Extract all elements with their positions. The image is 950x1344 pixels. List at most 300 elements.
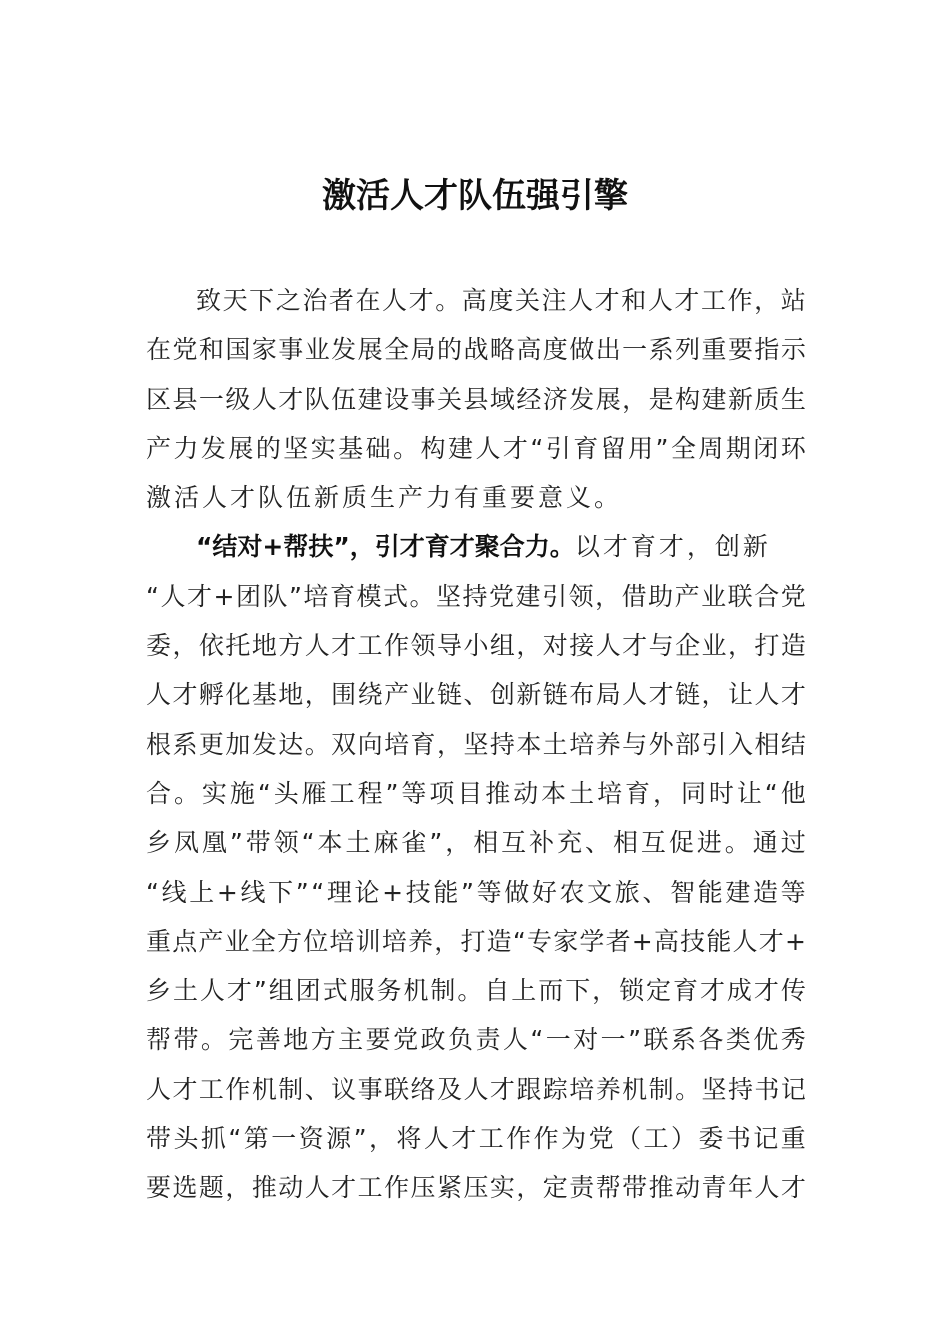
glyph: 制	[648, 1074, 674, 1104]
paragraph-2-line	[146, 1065, 806, 1114]
glyph: 坚	[701, 1074, 727, 1104]
glyph: 业	[410, 680, 436, 710]
glyph: 委	[698, 1124, 724, 1154]
glyph: “	[764, 778, 778, 808]
glyph: ，	[652, 778, 678, 808]
paragraph-1-line	[146, 325, 806, 374]
glyph: 借	[621, 581, 647, 611]
glyph: 全	[250, 926, 276, 956]
glyph: 地	[283, 1025, 309, 1055]
glyph: 一	[198, 384, 224, 414]
glyph: 产	[384, 680, 410, 710]
line-text: 激活人才队伍新质生产力有重要意义。	[146, 483, 623, 513]
glyph: 等	[401, 778, 427, 808]
glyph: 青	[701, 1173, 727, 1203]
glyph: 政	[420, 1025, 446, 1055]
glyph: 发	[200, 433, 226, 463]
glyph: 、	[642, 877, 668, 907]
glyph: 土	[542, 729, 568, 759]
glyph: 选	[172, 1173, 198, 1203]
glyph: 站	[780, 286, 806, 315]
glyph: 补	[529, 828, 555, 858]
glyph: 帮	[146, 1025, 172, 1055]
glyph: 致	[196, 286, 222, 315]
glyph: 养	[595, 729, 621, 759]
paragraph-2-line	[146, 572, 806, 621]
glyph: 合	[146, 778, 172, 808]
glyph: 压	[463, 1173, 489, 1203]
glyph: 作	[384, 1173, 410, 1203]
glyph: 服	[349, 976, 375, 1006]
glyph: 发	[569, 384, 595, 414]
glyph: 工	[329, 778, 355, 808]
glyph: 业	[224, 926, 250, 956]
glyph: 加	[225, 729, 251, 759]
glyph: 实	[201, 778, 227, 808]
glyph: 和	[198, 335, 224, 365]
glyph: 家	[251, 335, 277, 365]
glyph: 外	[648, 729, 674, 759]
glyph: 关	[514, 286, 540, 315]
glyph: “	[530, 433, 544, 463]
glyph: 时	[708, 778, 734, 808]
glyph: 、	[585, 828, 611, 858]
glyph: 农	[559, 877, 585, 907]
glyph: 级	[225, 384, 251, 414]
glyph: 工	[700, 286, 726, 315]
glyph: 务	[376, 976, 402, 1006]
glyph: ”	[288, 581, 302, 611]
glyph: 互	[640, 828, 666, 858]
glyph: 培	[569, 729, 595, 759]
line-text	[146, 769, 806, 818]
glyph: 工	[357, 631, 383, 661]
glyph: 链	[675, 680, 701, 710]
glyph: 基	[251, 680, 277, 710]
glyph: 系	[648, 335, 674, 365]
glyph: 之	[275, 286, 301, 315]
paragraph-1-line	[146, 424, 806, 473]
paragraph-2-line	[146, 670, 806, 719]
glyph: 治	[302, 286, 328, 315]
glyph: 人	[463, 1074, 489, 1104]
glyph: 发	[331, 335, 357, 365]
glyph: 地	[251, 631, 277, 661]
glyph: 人	[568, 286, 594, 315]
glyph: 联	[727, 581, 753, 611]
glyph: “	[146, 581, 159, 611]
glyph: 工	[357, 1173, 383, 1203]
glyph: 人	[754, 680, 780, 710]
glyph: 培	[329, 926, 355, 956]
glyph: 互	[501, 828, 527, 858]
glyph: 关	[436, 384, 462, 414]
glyph: 带	[146, 1124, 172, 1154]
glyph: 才	[753, 976, 779, 1006]
paragraph-2-line	[146, 966, 806, 1015]
glyph: 闭	[753, 433, 779, 463]
glyph: 人	[475, 433, 501, 463]
glyph: 下	[249, 286, 275, 315]
glyph: 等	[476, 877, 502, 907]
glyph: ，	[622, 384, 648, 414]
glyph: 坚	[463, 729, 489, 759]
glyph: 人	[622, 680, 648, 710]
glyph: （	[616, 1124, 642, 1154]
glyph: 培	[381, 926, 407, 956]
line-text	[146, 1015, 806, 1064]
glyph: 做	[569, 335, 595, 365]
glyph: 度	[488, 286, 514, 315]
glyph: 人	[502, 1025, 528, 1055]
glyph: ，	[754, 286, 780, 315]
glyph: 人	[732, 926, 758, 956]
glyph: 动	[675, 1173, 701, 1203]
glyph: 定	[646, 976, 672, 1006]
glyph: 产	[198, 926, 224, 956]
glyph: ，	[225, 1173, 251, 1203]
glyph: 将	[396, 1124, 422, 1154]
glyph: 新	[516, 680, 542, 710]
glyph: 家	[553, 926, 579, 956]
glyph: 才	[172, 1074, 198, 1104]
glyph: 设	[384, 384, 410, 414]
glyph: 促	[668, 828, 694, 858]
glyph: 通	[752, 828, 778, 858]
glyph: 文	[587, 877, 613, 907]
glyph: 业	[304, 335, 330, 365]
glyph: 展	[595, 384, 621, 414]
glyph: 战	[463, 335, 489, 365]
glyph: 人	[647, 286, 673, 315]
glyph: 上	[511, 976, 537, 1006]
glyph: 事	[278, 335, 304, 365]
glyph: ，	[434, 926, 460, 956]
glyph: 做	[504, 877, 530, 907]
glyph: 、	[304, 1074, 330, 1104]
glyph: 乡	[146, 828, 172, 858]
line-text	[146, 572, 806, 621]
glyph: +	[213, 581, 235, 611]
glyph: 式	[382, 581, 408, 611]
glyph: 。	[173, 778, 199, 808]
glyph: 机	[251, 1074, 277, 1104]
glyph: 链	[436, 680, 462, 710]
glyph: 能	[706, 926, 732, 956]
glyph: 人	[595, 631, 621, 661]
glyph: 及	[436, 1074, 462, 1104]
glyph: 围	[331, 680, 357, 710]
glyph: 帮	[595, 1173, 621, 1203]
glyph: 本	[516, 729, 542, 759]
glyph: 才	[331, 631, 357, 661]
glyph: 小	[463, 631, 489, 661]
glyph: 作	[225, 1074, 251, 1104]
glyph: 出	[595, 335, 621, 365]
glyph: ”	[429, 828, 443, 858]
glyph: ”	[628, 1025, 642, 1055]
glyph: 源	[326, 1124, 352, 1154]
glyph: 人	[160, 581, 186, 611]
glyph: 党	[172, 335, 198, 365]
glyph: 建	[701, 384, 727, 414]
glyph: 上	[189, 877, 215, 907]
glyph: 作	[727, 286, 753, 315]
glyph: +	[216, 877, 238, 907]
glyph: 育	[410, 729, 436, 759]
glyph: 头	[273, 778, 299, 808]
glyph: 基	[338, 433, 364, 463]
glyph: 完	[228, 1025, 254, 1055]
glyph: 一	[271, 1124, 297, 1154]
document-title: 激活人才队伍强引擎	[322, 176, 628, 216]
glyph: 土	[569, 778, 595, 808]
glyph: 列	[675, 335, 701, 365]
glyph: 在	[146, 335, 172, 365]
glyph: 他	[780, 778, 806, 808]
glyph: 第	[243, 1124, 269, 1154]
glyph: 本	[317, 828, 343, 858]
glyph: 业	[701, 581, 727, 611]
glyph: 制	[278, 1074, 304, 1104]
glyph: 。	[409, 581, 435, 611]
glyph: 相	[754, 729, 780, 759]
glyph: 智	[670, 877, 696, 907]
glyph: 要	[146, 1173, 172, 1203]
glyph: 全	[384, 335, 410, 365]
glyph: 环	[780, 433, 806, 463]
glyph: 导	[436, 631, 462, 661]
glyph: 等	[780, 877, 806, 907]
glyph: 工	[198, 1074, 224, 1104]
glyph: 能	[433, 877, 459, 907]
glyph: 理	[326, 877, 352, 907]
glyph: ，	[701, 680, 727, 710]
line-text	[146, 670, 806, 719]
glyph: 为	[561, 1124, 587, 1154]
glyph: 向	[357, 729, 383, 759]
glyph: 一	[545, 1025, 571, 1055]
glyph: 专	[526, 926, 552, 956]
glyph: 党	[489, 581, 515, 611]
glyph: 建	[447, 433, 473, 463]
glyph: ”	[385, 778, 399, 808]
glyph: 高	[653, 926, 679, 956]
glyph: 济	[542, 384, 568, 414]
glyph: 模	[356, 581, 382, 611]
paragraph-2-line	[146, 769, 806, 818]
glyph: ，	[445, 828, 471, 858]
glyph: 用	[628, 433, 654, 463]
glyph: 养	[408, 926, 434, 956]
glyph: 期	[725, 433, 751, 463]
glyph: 对	[573, 1025, 599, 1055]
glyph: 人	[304, 631, 330, 661]
glyph: 党	[393, 1025, 419, 1055]
glyph: 事	[357, 1074, 383, 1104]
line-text	[146, 375, 806, 424]
glyph: 议	[331, 1074, 357, 1104]
glyph: 结	[780, 729, 806, 759]
paragraph-2-line	[146, 917, 806, 966]
glyph: 造	[486, 926, 512, 956]
line-text	[196, 276, 806, 325]
glyph: 下	[565, 976, 591, 1006]
glyph: 位	[303, 926, 329, 956]
glyph: ”	[253, 976, 267, 1006]
glyph: 才	[451, 1124, 477, 1154]
paragraph-2-line	[146, 818, 806, 867]
glyph: 系	[172, 729, 198, 759]
glyph: 一	[600, 1025, 626, 1055]
glyph: 才	[699, 976, 725, 1006]
line-text: 以才育才，创新	[574, 532, 771, 562]
glyph: 才	[172, 680, 198, 710]
glyph: 培	[384, 729, 410, 759]
glyph: 发	[251, 729, 277, 759]
glyph: 产	[146, 433, 172, 463]
glyph: 头	[173, 1124, 199, 1154]
glyph: 人	[146, 680, 172, 710]
glyph: ，	[516, 1173, 542, 1203]
glyph: 类	[725, 1025, 751, 1055]
line-text	[146, 325, 806, 374]
glyph: 企	[675, 631, 701, 661]
glyph: 经	[516, 384, 542, 414]
glyph: 、	[463, 680, 489, 710]
glyph: 联	[643, 1025, 669, 1055]
glyph: 目	[457, 778, 483, 808]
glyph: 题	[198, 1173, 224, 1203]
glyph: 队	[262, 581, 288, 611]
glyph: 才	[780, 680, 806, 710]
glyph: 系	[670, 1025, 696, 1055]
glyph: 党	[588, 1124, 614, 1154]
glyph: 相	[612, 828, 638, 858]
glyph: 部	[675, 729, 701, 759]
glyph: 动	[278, 1173, 304, 1203]
glyph: ”	[229, 828, 243, 858]
glyph: 重	[146, 926, 172, 956]
glyph: 。	[393, 433, 419, 463]
glyph: 人	[382, 286, 408, 315]
glyph: 线	[161, 877, 187, 907]
glyph: 展	[357, 335, 383, 365]
paragraph-2-line	[146, 1015, 806, 1064]
glyph: 团	[295, 976, 321, 1006]
glyph: 跟	[516, 1074, 542, 1104]
glyph: 雀	[401, 828, 427, 858]
glyph: ，	[595, 581, 621, 611]
line-text	[146, 621, 806, 670]
glyph: 建	[725, 877, 751, 907]
glyph: ）	[670, 1124, 696, 1154]
glyph: 。	[304, 729, 330, 759]
glyph: 凤	[173, 828, 199, 858]
glyph: 。	[675, 1074, 701, 1104]
glyph: 责	[569, 1173, 595, 1203]
glyph: 是	[648, 384, 674, 414]
glyph: 党	[780, 581, 806, 611]
glyph: 质	[754, 384, 780, 414]
glyph: 相	[473, 828, 499, 858]
glyph: 能	[697, 877, 723, 907]
glyph: 优	[753, 1025, 779, 1055]
glyph: 在	[355, 286, 381, 315]
glyph: 领	[273, 828, 299, 858]
glyph: 打	[754, 631, 780, 661]
glyph: 过	[780, 828, 806, 858]
glyph: 县	[172, 384, 198, 414]
glyph: ”	[655, 433, 669, 463]
glyph: “	[301, 828, 315, 858]
glyph: ”	[295, 877, 309, 907]
glyph: 。	[435, 286, 461, 315]
glyph: 。	[200, 1025, 226, 1055]
glyph: 训	[355, 926, 381, 956]
glyph: 让	[727, 680, 753, 710]
glyph: 方	[278, 631, 304, 661]
glyph: 根	[146, 729, 172, 759]
glyph: 度	[542, 335, 568, 365]
glyph: 布	[569, 680, 595, 710]
paragraph-1-line	[146, 473, 806, 522]
glyph: 培	[569, 1074, 595, 1104]
glyph: 与	[648, 631, 674, 661]
glyph: 。	[724, 828, 750, 858]
glyph: 书	[725, 1124, 751, 1154]
glyph: 引	[701, 729, 727, 759]
glyph: 育	[625, 778, 651, 808]
glyph: 助	[648, 581, 674, 611]
glyph: 链	[542, 680, 568, 710]
glyph: 土	[172, 976, 198, 1006]
line-text	[146, 1114, 806, 1163]
glyph: 施	[229, 778, 255, 808]
glyph: 雁	[301, 778, 327, 808]
glyph: 络	[410, 1074, 436, 1104]
glyph: 锁	[619, 976, 645, 1006]
glyph: 人	[199, 976, 225, 1006]
glyph: 人	[146, 1074, 172, 1104]
glyph: 育	[673, 976, 699, 1006]
glyph: 持	[489, 729, 515, 759]
glyph: 而	[538, 976, 564, 1006]
glyph: 一	[622, 335, 648, 365]
glyph: 注	[541, 286, 567, 315]
glyph: 线	[240, 877, 266, 907]
glyph: 的	[255, 433, 281, 463]
glyph: 带	[245, 828, 271, 858]
glyph: 引	[542, 581, 568, 611]
paragraph-2-line	[146, 868, 806, 917]
glyph: 年	[727, 1173, 753, 1203]
glyph: 才	[758, 926, 784, 956]
glyph: 引	[545, 433, 571, 463]
glyph: 项	[429, 778, 455, 808]
glyph: 持	[727, 1074, 753, 1104]
glyph: 者	[328, 286, 354, 315]
glyph: 机	[403, 976, 429, 1006]
glyph: 带	[622, 1173, 648, 1203]
glyph: 育	[573, 433, 599, 463]
glyph: 局	[595, 680, 621, 710]
glyph: 周	[698, 433, 724, 463]
glyph: 人	[304, 1173, 330, 1203]
glyph: 程	[357, 778, 383, 808]
glyph: 重	[701, 335, 727, 365]
glyph: 联	[384, 1074, 410, 1104]
